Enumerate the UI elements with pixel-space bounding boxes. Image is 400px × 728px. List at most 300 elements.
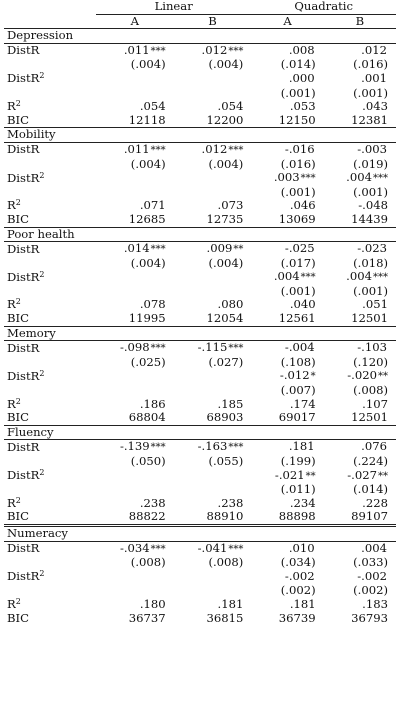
coef-value: -.163 (197, 439, 228, 454)
coef-cell (174, 440, 252, 455)
se-cell: (.033) (353, 555, 388, 570)
coef-cell (251, 142, 323, 157)
stat-cell: 12200 (206, 112, 244, 127)
stat-cell: .185 (217, 396, 244, 411)
distr2-se-row (4, 584, 396, 598)
distr2-row (4, 469, 396, 484)
coef-cell (96, 570, 174, 585)
se-cell: (.004) (208, 57, 244, 72)
row-label: DistR (7, 439, 40, 454)
stat-cell: 36793 (351, 610, 388, 625)
coef-value: .004 (346, 170, 372, 185)
distr2-row (4, 270, 396, 285)
stat-cell: .174 (289, 396, 316, 411)
se-cell: (.001) (353, 283, 388, 298)
row-label-text: R (7, 198, 16, 213)
r2-row (4, 199, 396, 213)
coef-cell (96, 72, 174, 87)
column-header-row (4, 14, 396, 29)
coef-value: -.034 (119, 540, 150, 555)
row-label-text: DistR (7, 170, 40, 185)
coef-cell (324, 469, 396, 484)
row-label-empty (4, 87, 96, 101)
coef-value: -.139 (119, 439, 150, 454)
coef-value: .009 (206, 241, 233, 256)
col-header: A (251, 14, 323, 29)
coef-cell (324, 242, 396, 257)
coef-cell (251, 369, 323, 384)
coef-cell (174, 270, 252, 285)
stat-cell: .181 (217, 596, 244, 611)
stat-cell: 12501 (351, 311, 388, 326)
se-cell: (.004) (208, 255, 244, 270)
coef-cell (96, 142, 174, 157)
stat-cell: 12118 (128, 112, 166, 127)
stat-cell: 12150 (278, 112, 316, 127)
se-cell: (.017) (280, 255, 316, 270)
row-label-text: DistR (7, 468, 40, 483)
distr2-se-row (4, 285, 396, 299)
section-header-row (4, 128, 396, 143)
row-label (4, 72, 96, 87)
stat-cell: .054 (217, 99, 244, 114)
distr2-row (4, 72, 396, 87)
significance-stars: * (310, 371, 316, 383)
coef-value: -.002 (284, 568, 315, 583)
se-cell: (.050) (130, 454, 166, 468)
coef-value: -.004 (284, 340, 315, 355)
col-header: A (96, 14, 174, 29)
coef-value: -.115 (197, 340, 228, 355)
significance-stars: ** (378, 470, 388, 482)
coef-cell (251, 541, 323, 556)
se-cell: (.199) (280, 454, 316, 468)
row-label (4, 298, 96, 312)
se-cell: (.001) (280, 184, 316, 199)
row-label-empty (4, 455, 96, 469)
row-label (4, 469, 96, 484)
significance-stars: *** (150, 45, 166, 57)
coef-value: .004 (361, 540, 387, 555)
coef-cell (324, 369, 396, 384)
row-label-text: R (7, 596, 16, 611)
row-label-empty (4, 158, 96, 172)
distr2-row (4, 570, 396, 585)
row-label-empty (4, 285, 96, 299)
se-cell: (.001) (280, 283, 316, 298)
row-label: BIC (7, 211, 29, 226)
significance-stars: *** (228, 343, 244, 355)
stat-cell: .071 (139, 198, 166, 213)
se-cell: (.018) (353, 255, 388, 270)
coef-cell (251, 171, 323, 186)
se-cell: (.001) (353, 85, 388, 100)
row-label: BIC (7, 509, 29, 524)
row-label (4, 598, 96, 612)
significance-stars: *** (150, 543, 166, 555)
row-label-text: DistR (7, 269, 40, 284)
coef-cell (96, 541, 174, 556)
r2-row (4, 298, 396, 312)
significance-stars: *** (373, 272, 388, 284)
section-header-row (4, 227, 396, 242)
significance-stars: ** (305, 470, 316, 482)
coef-value: -.003 (357, 141, 387, 156)
distr-se-row (4, 556, 396, 570)
coef-cell (96, 440, 174, 455)
coef-value: .004 (273, 269, 300, 284)
se-cell (96, 384, 174, 398)
se-cell: (.004) (208, 156, 244, 171)
coef-cell (251, 341, 323, 356)
coef-value: .001 (361, 70, 387, 85)
stat-cell: 88822 (128, 509, 166, 524)
stat-cell: 68903 (206, 410, 244, 425)
coef-cell (174, 469, 252, 484)
significance-stars: *** (228, 144, 244, 156)
significance-stars: *** (300, 272, 316, 284)
row-label-empty (4, 186, 96, 200)
stat-cell: 12685 (128, 211, 166, 226)
stat-cell: .040 (289, 297, 316, 312)
se-cell: (.120) (353, 354, 388, 369)
row-label (4, 369, 96, 384)
row-label (4, 100, 96, 114)
coef-cell (324, 541, 396, 556)
se-cell: (.008) (353, 383, 388, 398)
distr-row (4, 142, 396, 157)
stat-cell: .051 (362, 297, 388, 312)
stat-cell: .181 (289, 596, 316, 611)
distr-se-row (4, 356, 396, 370)
significance-stars: *** (150, 244, 166, 256)
r2-row (4, 497, 396, 511)
coef-value: .181 (288, 439, 315, 454)
coef-value: -.002 (357, 568, 387, 583)
row-label-empty (4, 483, 96, 497)
significance-stars: *** (228, 45, 244, 57)
row-label: DistR (7, 541, 40, 556)
coef-cell (251, 270, 323, 285)
stat-cell: .078 (139, 297, 166, 312)
se-cell: (.014) (353, 482, 388, 497)
bic-row (4, 411, 396, 425)
bic-row (4, 312, 396, 326)
superscript: 2 (39, 468, 45, 478)
coef-value: -.020 (347, 368, 377, 383)
coef-value: .008 (288, 42, 315, 57)
coef-cell (174, 242, 252, 257)
stat-cell: 11995 (128, 311, 166, 326)
coef-cell (324, 142, 396, 157)
row-label-empty (4, 384, 96, 398)
section-title: Numeracy (4, 525, 396, 541)
se-cell: (.034) (280, 555, 316, 570)
coef-cell (324, 171, 396, 186)
stat-cell: .073 (217, 198, 244, 213)
row-label (4, 497, 96, 511)
se-cell: (.002) (280, 583, 316, 598)
se-cell: (.011) (280, 482, 316, 497)
section-header-row (4, 425, 396, 440)
superscript: 2 (39, 170, 45, 180)
superscript: 2 (15, 297, 21, 307)
coef-cell (324, 341, 396, 356)
superscript: 2 (39, 71, 45, 81)
coef-cell (174, 72, 252, 87)
stat-cell: 89107 (351, 509, 388, 524)
stat-cell: .043 (362, 99, 388, 114)
se-cell: (.027) (208, 354, 244, 369)
se-cell: (.224) (353, 454, 388, 468)
stat-cell: .046 (289, 198, 316, 213)
se-cell: (.019) (353, 156, 388, 171)
stat-cell: 12054 (206, 311, 244, 326)
se-cell: (.001) (280, 85, 316, 100)
coef-value: -.103 (357, 340, 387, 355)
significance-stars: *** (228, 543, 244, 555)
coef-value: .010 (288, 540, 315, 555)
stat-cell: 13069 (278, 211, 316, 226)
row-label (4, 398, 96, 412)
coef-cell (251, 242, 323, 257)
corner-cell (4, 0, 96, 14)
se-cell: (.004) (130, 57, 166, 72)
corner-cell-2 (4, 14, 96, 29)
superscript: 2 (15, 99, 21, 109)
se-cell (174, 87, 252, 101)
coef-cell (251, 440, 323, 455)
row-label: BIC (7, 610, 29, 625)
distr2-se-row (4, 483, 396, 497)
r2-row (4, 398, 396, 412)
stat-cell: .238 (139, 495, 166, 510)
bic-row (4, 213, 396, 227)
coef-cell (96, 242, 174, 257)
significance-stars: *** (300, 173, 316, 185)
stat-cell: .180 (139, 596, 166, 611)
coef-value: .003 (273, 170, 300, 185)
se-cell: (.004) (130, 156, 166, 171)
coef-value: .012 (361, 42, 387, 57)
superscript: 2 (39, 368, 45, 378)
superscript: 2 (39, 269, 45, 279)
stat-cell: 88898 (278, 509, 316, 524)
coef-cell (174, 541, 252, 556)
se-cell: (.007) (280, 383, 316, 398)
coef-cell (96, 341, 174, 356)
distr2-se-row (4, 384, 396, 398)
stat-cell: -.048 (358, 198, 388, 213)
stat-cell: 12501 (351, 410, 388, 425)
stat-cell: .053 (289, 99, 316, 114)
table-body (4, 0, 396, 625)
stat-cell: 12561 (278, 311, 316, 326)
stat-cell: 12381 (351, 112, 388, 127)
stat-cell: .234 (289, 495, 316, 510)
section-title: Fluency (4, 425, 396, 440)
distr2-row (4, 171, 396, 186)
distr-se-row (4, 257, 396, 271)
row-label (4, 199, 96, 213)
se-cell: (.016) (353, 57, 388, 72)
col-header: B (324, 14, 396, 29)
stat-cell: 14439 (351, 211, 388, 226)
coef-cell (251, 72, 323, 87)
row-label (4, 570, 96, 585)
stat-cell: .228 (362, 495, 388, 510)
group-header-linear: Linear (96, 0, 251, 14)
row-label: BIC (7, 311, 29, 326)
significance-stars: *** (373, 173, 388, 185)
se-cell: (.014) (280, 57, 316, 72)
coef-value: .012 (201, 42, 228, 57)
superscript: 2 (15, 495, 21, 505)
se-cell (96, 483, 174, 497)
coef-cell (174, 142, 252, 157)
coef-value: .076 (361, 439, 387, 454)
stat-cell: .107 (362, 396, 388, 411)
significance-stars: ** (378, 371, 388, 383)
coef-cell (174, 43, 252, 58)
bic-row (4, 114, 396, 128)
coef-cell (174, 171, 252, 186)
coef-value: -.023 (357, 241, 387, 256)
se-cell (96, 285, 174, 299)
se-cell (174, 285, 252, 299)
row-label: DistR (7, 43, 40, 58)
stat-cell: 12735 (206, 211, 244, 226)
stat-cell: .054 (139, 99, 166, 114)
se-cell: (.008) (130, 555, 166, 570)
significance-stars: *** (150, 144, 166, 156)
coef-cell (324, 72, 396, 87)
section-title: Poor health (4, 227, 396, 242)
row-label: DistR (7, 340, 40, 355)
coef-cell (324, 270, 396, 285)
superscript: 2 (15, 198, 21, 208)
se-cell: (.025) (130, 354, 166, 369)
distr-row (4, 440, 396, 455)
coef-value: -.012 (279, 368, 310, 383)
distr2-row (4, 369, 396, 384)
stat-cell: 69017 (278, 410, 316, 425)
se-cell (96, 186, 174, 200)
coef-value: .011 (123, 141, 150, 156)
coef-cell (96, 369, 174, 384)
row-label (4, 171, 96, 186)
significance-stars: *** (228, 442, 244, 454)
se-cell: (.001) (353, 184, 388, 199)
r2-row (4, 100, 396, 114)
superscript: 2 (39, 569, 45, 579)
distr2-se-row (4, 87, 396, 101)
superscript: 2 (15, 596, 21, 606)
row-label: BIC (7, 112, 29, 127)
distr-se-row (4, 158, 396, 172)
bic-row (4, 612, 396, 626)
coef-cell (174, 341, 252, 356)
col-header: B (174, 14, 252, 29)
section-header-row (4, 326, 396, 341)
row-label: BIC (7, 410, 29, 425)
group-header-quadratic: Quadratic (251, 0, 396, 14)
stat-cell: 36737 (128, 610, 166, 625)
superscript: 2 (15, 396, 21, 406)
stat-cell: 88910 (206, 509, 244, 524)
coef-cell (251, 469, 323, 484)
coef-value: -.025 (284, 241, 315, 256)
coef-cell (96, 270, 174, 285)
stat-cell: .183 (362, 596, 388, 611)
coef-value: .012 (201, 141, 228, 156)
row-label-empty (4, 356, 96, 370)
stat-cell: .080 (217, 297, 244, 312)
row-label-text: R (7, 396, 16, 411)
row-label (4, 270, 96, 285)
distr-row (4, 541, 396, 556)
row-label-text: R (7, 297, 16, 312)
distr-row (4, 341, 396, 356)
section-header-row (4, 29, 396, 44)
regression-table (4, 0, 396, 625)
se-cell (174, 186, 252, 200)
row-label-text: R (7, 495, 16, 510)
row-label: DistR (7, 142, 40, 157)
coef-cell (251, 43, 323, 58)
distr-se-row (4, 58, 396, 72)
se-cell (96, 584, 174, 598)
r2-row (4, 598, 396, 612)
significance-stars: *** (150, 442, 166, 454)
bic-row (4, 510, 396, 525)
coef-value: .014 (123, 241, 150, 256)
se-cell: (.004) (130, 255, 166, 270)
row-label-text: DistR (7, 71, 40, 86)
coef-value: .011 (123, 42, 150, 57)
row-label-empty (4, 556, 96, 570)
section-header-row (4, 525, 396, 541)
coef-cell (96, 43, 174, 58)
row-label-text: R (7, 99, 16, 114)
se-cell: (.008) (208, 555, 244, 570)
se-cell (174, 483, 252, 497)
se-cell: (.002) (353, 583, 388, 598)
row-label: DistR (7, 241, 40, 256)
coef-cell (251, 570, 323, 585)
se-cell (174, 384, 252, 398)
coef-cell (324, 570, 396, 585)
se-cell (174, 584, 252, 598)
coef-cell (174, 570, 252, 585)
coef-cell (96, 469, 174, 484)
stat-cell: .186 (139, 396, 166, 411)
significance-stars: *** (150, 343, 166, 355)
coef-cell (174, 369, 252, 384)
section-title: Depression (4, 29, 396, 44)
group-header-row (4, 0, 396, 14)
coef-value: .000 (288, 70, 315, 85)
coef-value: -.041 (197, 540, 228, 555)
coef-cell (324, 440, 396, 455)
coef-value: -.027 (347, 467, 377, 482)
row-label-empty (4, 257, 96, 271)
distr-row (4, 242, 396, 257)
stat-cell: .238 (217, 495, 244, 510)
coef-value: -.098 (119, 340, 150, 355)
section-title: Mobility (4, 128, 396, 143)
se-cell: (.055) (208, 454, 244, 468)
